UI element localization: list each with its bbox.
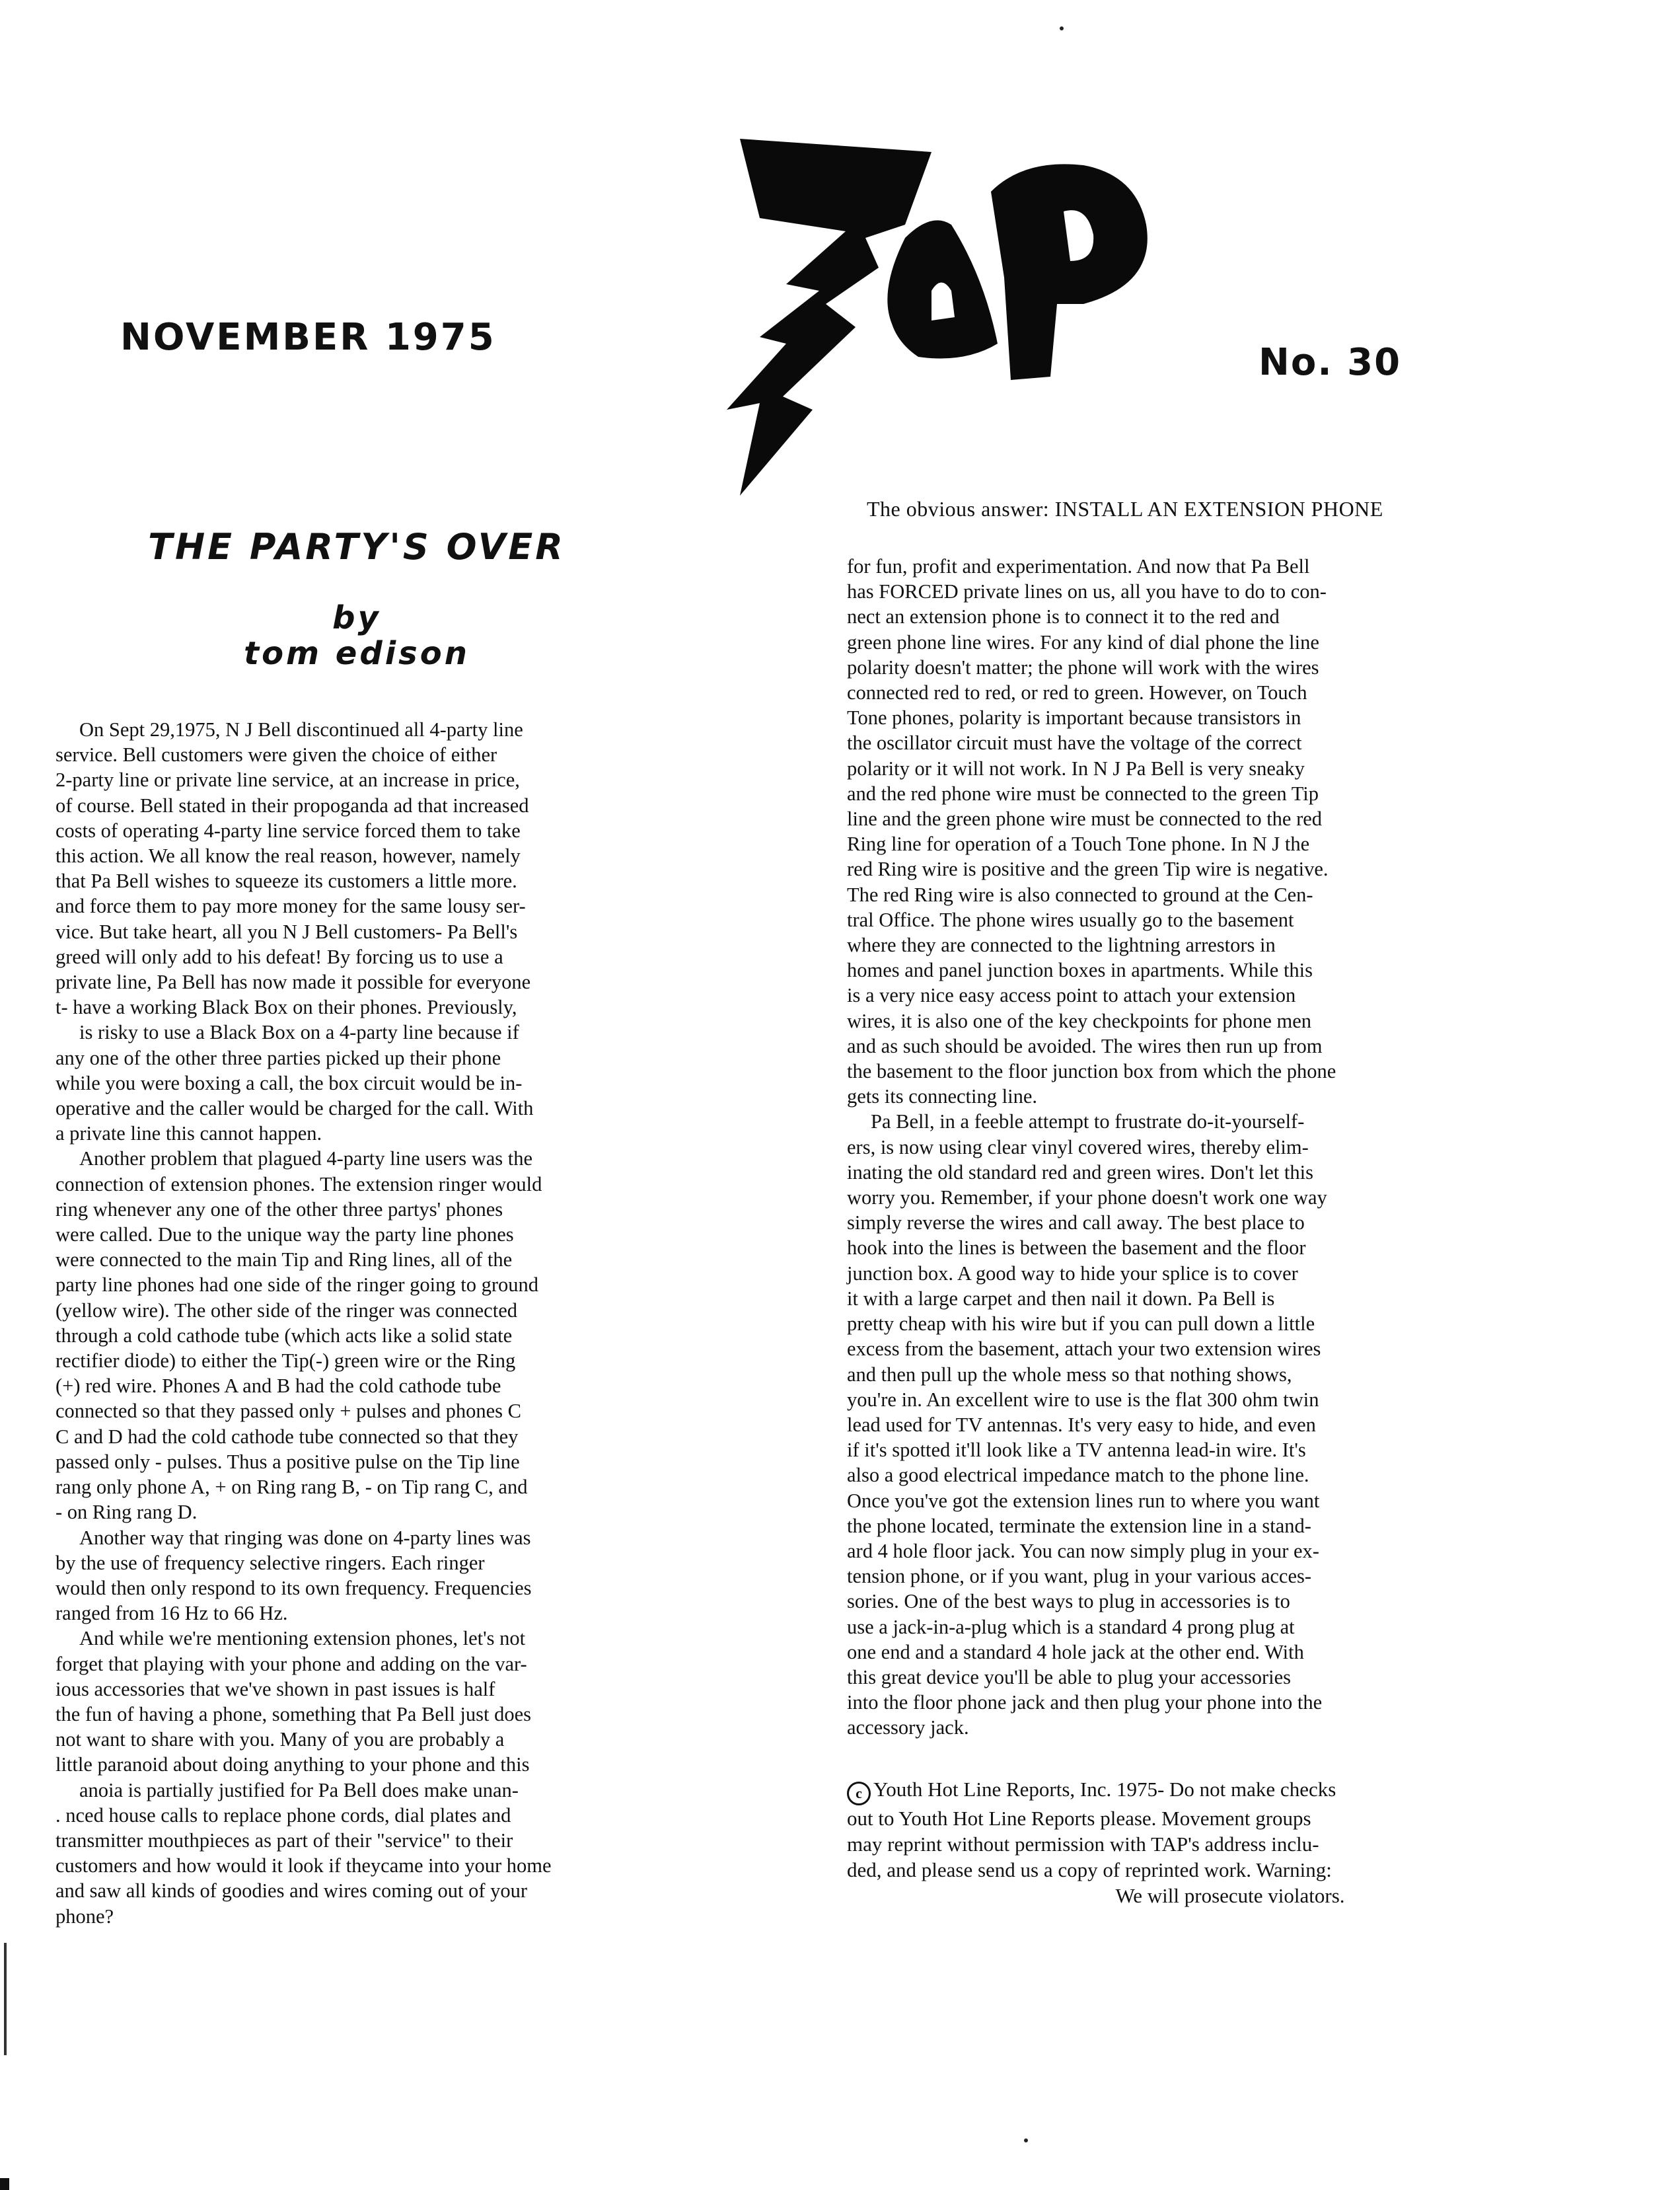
- text-line: hook into the lines is between the basement and the floor: [847, 1236, 1306, 1260]
- text-line: wires, it is also one of the key checkpoints for phone men: [847, 1009, 1312, 1032]
- tap-logo: [713, 126, 1189, 496]
- scan-speck: [1060, 26, 1064, 30]
- text-line: sories. One of the best ways to plug in accessories is to: [847, 1590, 1290, 1613]
- text-line: customers and how would it look if theycame into your home: [55, 1854, 552, 1877]
- text-line: vice. But take heart, all you N J Bell customers- Pa Bell's: [55, 920, 518, 943]
- text-line: passed only - pulses. Thus a positive pulse on the Tip line: [55, 1450, 520, 1473]
- text-line: is risky to use a Black Box on a 4-party line because if: [79, 1021, 519, 1044]
- text-line: Another way that ringing was done on 4-party lines was: [79, 1526, 531, 1549]
- text-line: little paranoid about doing anything to your phone and this: [55, 1753, 530, 1776]
- text-line: the oscillator circuit must have the voltage of the correct: [847, 732, 1302, 755]
- text-line: green phone line wires. For any kind of dial phone the line: [847, 630, 1319, 654]
- text-line: were called. Due to the unique way the party line phones: [55, 1223, 514, 1246]
- right-column: [847, 554, 1613, 1741]
- text-line: into the floor phone jack and then plug your phone into the: [847, 1691, 1323, 1714]
- text-line: (yellow wire). The other side of the ringer was connected: [55, 1299, 517, 1322]
- text-line: ranged from 16 Hz to 66 Hz.: [55, 1602, 288, 1625]
- text-line: rectifier diode) to either the Tip(-) green wire or the Ring: [55, 1349, 516, 1373]
- text-line: the phone located, terminate the extension line in a stand-: [847, 1514, 1311, 1537]
- text-line: use a jack-in-a-plug which is a standard 4 prong plug at: [847, 1615, 1295, 1638]
- copyright-text: Youth Hot Line Reports, Inc. 1975- Do not make checks: [873, 1778, 1336, 1801]
- text-line: Tone phones, polarity is important because transistors in: [847, 706, 1301, 730]
- text-line: and saw all kinds of goodies and wires coming out of your: [55, 1879, 528, 1903]
- text-line: simply reverse the wires and call away. The best place to: [847, 1211, 1305, 1234]
- text-line: would then only respond to its own frequency. Frequencies: [55, 1576, 532, 1599]
- copyright-symbol: c: [847, 1782, 871, 1805]
- copyright-line: out to Youth Hot Line Reports please. Movement groups: [847, 1807, 1311, 1830]
- text-line: tension phone, or if you want, plug in your various acces-: [847, 1565, 1312, 1588]
- copyright-line: [847, 1778, 1336, 1801]
- text-line: greed will only add to his defeat! By forcing us to use a: [55, 945, 503, 968]
- text-line: pretty cheap with his wire but if you can pull down a little: [847, 1312, 1315, 1336]
- text-line: where they are connected to the lightning arrestors in: [847, 934, 1276, 957]
- text-line: C and D had the cold cathode tube connected so that they: [55, 1425, 519, 1448]
- text-line: if it's spotted it'll look like a TV antenna lead-in wire. It's: [847, 1439, 1306, 1462]
- text-line: a private line this cannot happen.: [55, 1122, 322, 1145]
- byline-author: tom edison: [244, 635, 470, 672]
- text-line: any one of the other three parties picked up their phone: [55, 1046, 501, 1069]
- right-column-lead: The obvious answer: INSTALL AN EXTENSION PHONE: [867, 497, 1383, 521]
- text-line: rang only phone A, + on Ring rang B, - on Tip rang C, and: [55, 1476, 528, 1499]
- text-line: excess from the basement, attach your two extension wires: [847, 1338, 1321, 1361]
- text-line: t- have a working Black Box on their phones. Previously,: [55, 996, 517, 1019]
- scan-speck: [1024, 2138, 1028, 2142]
- text-line: also a good electrical impedance match to the phone line.: [847, 1464, 1309, 1487]
- copyright-warning: We will prosecute violators.: [1115, 1884, 1345, 1907]
- article-title: THE PARTY'S OVER: [148, 526, 566, 568]
- text-line: Another problem that plagued 4-party line users was the: [79, 1147, 533, 1170]
- text-line: And while we're mentioning extension phones, let's not: [79, 1627, 526, 1650]
- text-line: forget that playing with your phone and adding on the var-: [55, 1652, 527, 1675]
- text-line: and the red phone wire must be connected to the green Tip: [847, 782, 1319, 805]
- byline: [99, 600, 614, 671]
- text-line: red Ring wire is positive and the green Tip wire is negative.: [847, 858, 1329, 881]
- text-line: Once you've got the extension lines run to where you want: [847, 1489, 1320, 1512]
- text-line: 2-party line or private line service, at an increase in price,: [55, 769, 520, 792]
- text-line: you're in. An excellent wire to use is the flat 300 ohm twin: [847, 1388, 1319, 1411]
- text-line: one end and a standard 4 hole jack at the other end. With: [847, 1640, 1304, 1663]
- text-line: nect an extension phone is to connect it to the red and: [847, 605, 1280, 628]
- text-line: costs of operating 4-party line service forced them to take: [55, 819, 521, 842]
- text-line: operative and the caller would be charged for the call. With: [55, 1097, 534, 1120]
- text-line: accessory jack.: [847, 1716, 969, 1739]
- text-line: ring whenever any one of the other three partys' phones: [55, 1197, 503, 1221]
- text-line: ious accessories that we've shown in past issues is half: [55, 1677, 495, 1700]
- text-line: lead used for TV antennas. It's very easy to hide, and even: [847, 1413, 1316, 1436]
- text-line: were connected to the main Tip and Ring lines, all of the: [55, 1248, 513, 1271]
- left-column: [55, 717, 802, 1929]
- text-line: gets its connecting line.: [847, 1085, 1037, 1108]
- text-line: tral Office. The phone wires usually go to the basement: [847, 908, 1294, 931]
- text-line: this great device you'll be able to plug your accessories: [847, 1665, 1292, 1688]
- text-line: through a cold cathode tube (which acts like a solid state: [55, 1324, 513, 1347]
- text-line: party line phones had one side of the ringer going to ground: [55, 1273, 538, 1297]
- text-line: homes and panel junction boxes in apartments. While this: [847, 959, 1313, 982]
- text-line: transmitter mouthpieces as part of their "service" to their: [55, 1829, 513, 1852]
- byline-by: by: [332, 599, 381, 636]
- text-line: ers, is now using clear vinyl covered wires, thereby elim-: [847, 1135, 1309, 1158]
- text-line: anoia is partially justified for Pa Bell does make unan-: [79, 1778, 519, 1801]
- text-line: polarity or it will not work. In N J Pa Bell is very sneaky: [847, 757, 1305, 780]
- text-line: and force them to pay more money for the same lousy ser-: [55, 895, 526, 918]
- text-line: line and the green phone wire must be connected to the red: [847, 808, 1323, 831]
- text-line: The red Ring wire is also connected to ground at the Cen-: [847, 883, 1313, 906]
- issue-number: No. 30: [1259, 341, 1402, 384]
- text-line: junction box. A good way to hide your splice is to cover: [847, 1262, 1298, 1285]
- text-line: and then pull up the whole mess so that nothing shows,: [847, 1363, 1292, 1386]
- text-line: and as such should be avoided. The wires then run up from: [847, 1034, 1323, 1057]
- text-line: not want to share with you. Many of you are probably a: [55, 1728, 505, 1751]
- text-line: Pa Bell, in a feeble attempt to frustrate do-it-yourself-: [871, 1110, 1305, 1133]
- text-line: inating the old standard red and green wires. Don't let this: [847, 1160, 1313, 1184]
- text-line: polarity doesn't matter; the phone will work with the wires: [847, 656, 1319, 679]
- issue-date: NOVEMBER 1975: [120, 316, 496, 359]
- copyright-notice: [847, 1776, 1613, 1908]
- text-line: has FORCED private lines on us, all you have to do to con-: [847, 580, 1327, 603]
- text-line: connection of extension phones. The extension ringer would: [55, 1172, 542, 1195]
- scan-corner-mark: [0, 2178, 9, 2190]
- text-line: phone?: [55, 1905, 114, 1928]
- copyright-line: may reprint without permission with TAP's address inclu-: [847, 1832, 1319, 1856]
- scan-margin-mark: [4, 1943, 7, 2055]
- text-line: . nced house calls to replace phone cords, dial plates and: [55, 1803, 511, 1827]
- text-line: connected so that they passed only + pulses and phones C: [55, 1400, 522, 1423]
- copyright-line: ded, and please send us a copy of reprinted work. Warning:: [847, 1858, 1332, 1881]
- text-line: the fun of having a phone, something that Pa Bell just does: [55, 1702, 532, 1725]
- text-line: it with a large carpet and then nail it down. Pa Bell is: [847, 1287, 1275, 1310]
- text-line: that Pa Bell wishes to squeeze its customers a little more.: [55, 870, 517, 893]
- text-line: Ring line for operation of a Touch Tone phone. In N J the: [847, 833, 1310, 856]
- text-line: while you were boxing a call, the box circuit would be in-: [55, 1071, 523, 1094]
- text-line: of course. Bell stated in their propoganda ad that increased: [55, 794, 529, 817]
- text-line: is a very nice easy access point to attach your extension: [847, 984, 1296, 1007]
- text-line: private line, Pa Bell has now made it possible for everyone: [55, 971, 531, 994]
- text-line: (+) red wire. Phones A and B had the cold cathode tube: [55, 1375, 501, 1398]
- text-line: for fun, profit and experimentation. And now that Pa Bell: [847, 555, 1310, 578]
- text-line: connected red to red, or red to green. However, on Touch: [847, 681, 1307, 704]
- text-line: by the use of frequency selective ringers. Each ringer: [55, 1551, 485, 1574]
- text-line: ard 4 hole floor jack. You can now simply plug in your ex-: [847, 1539, 1319, 1562]
- text-line: - on Ring rang D.: [55, 1501, 198, 1524]
- text-line: service. Bell customers were given the choice of either: [55, 743, 497, 767]
- text-line: this action. We all know the real reason, however, namely: [55, 845, 521, 868]
- text-line: On Sept 29,1975, N J Bell discontinued all 4-party line: [79, 718, 523, 741]
- text-line: worry you. Remember, if your phone doesn't work one way: [847, 1186, 1327, 1209]
- text-line: the basement to the floor junction box from which the phone: [847, 1060, 1336, 1083]
